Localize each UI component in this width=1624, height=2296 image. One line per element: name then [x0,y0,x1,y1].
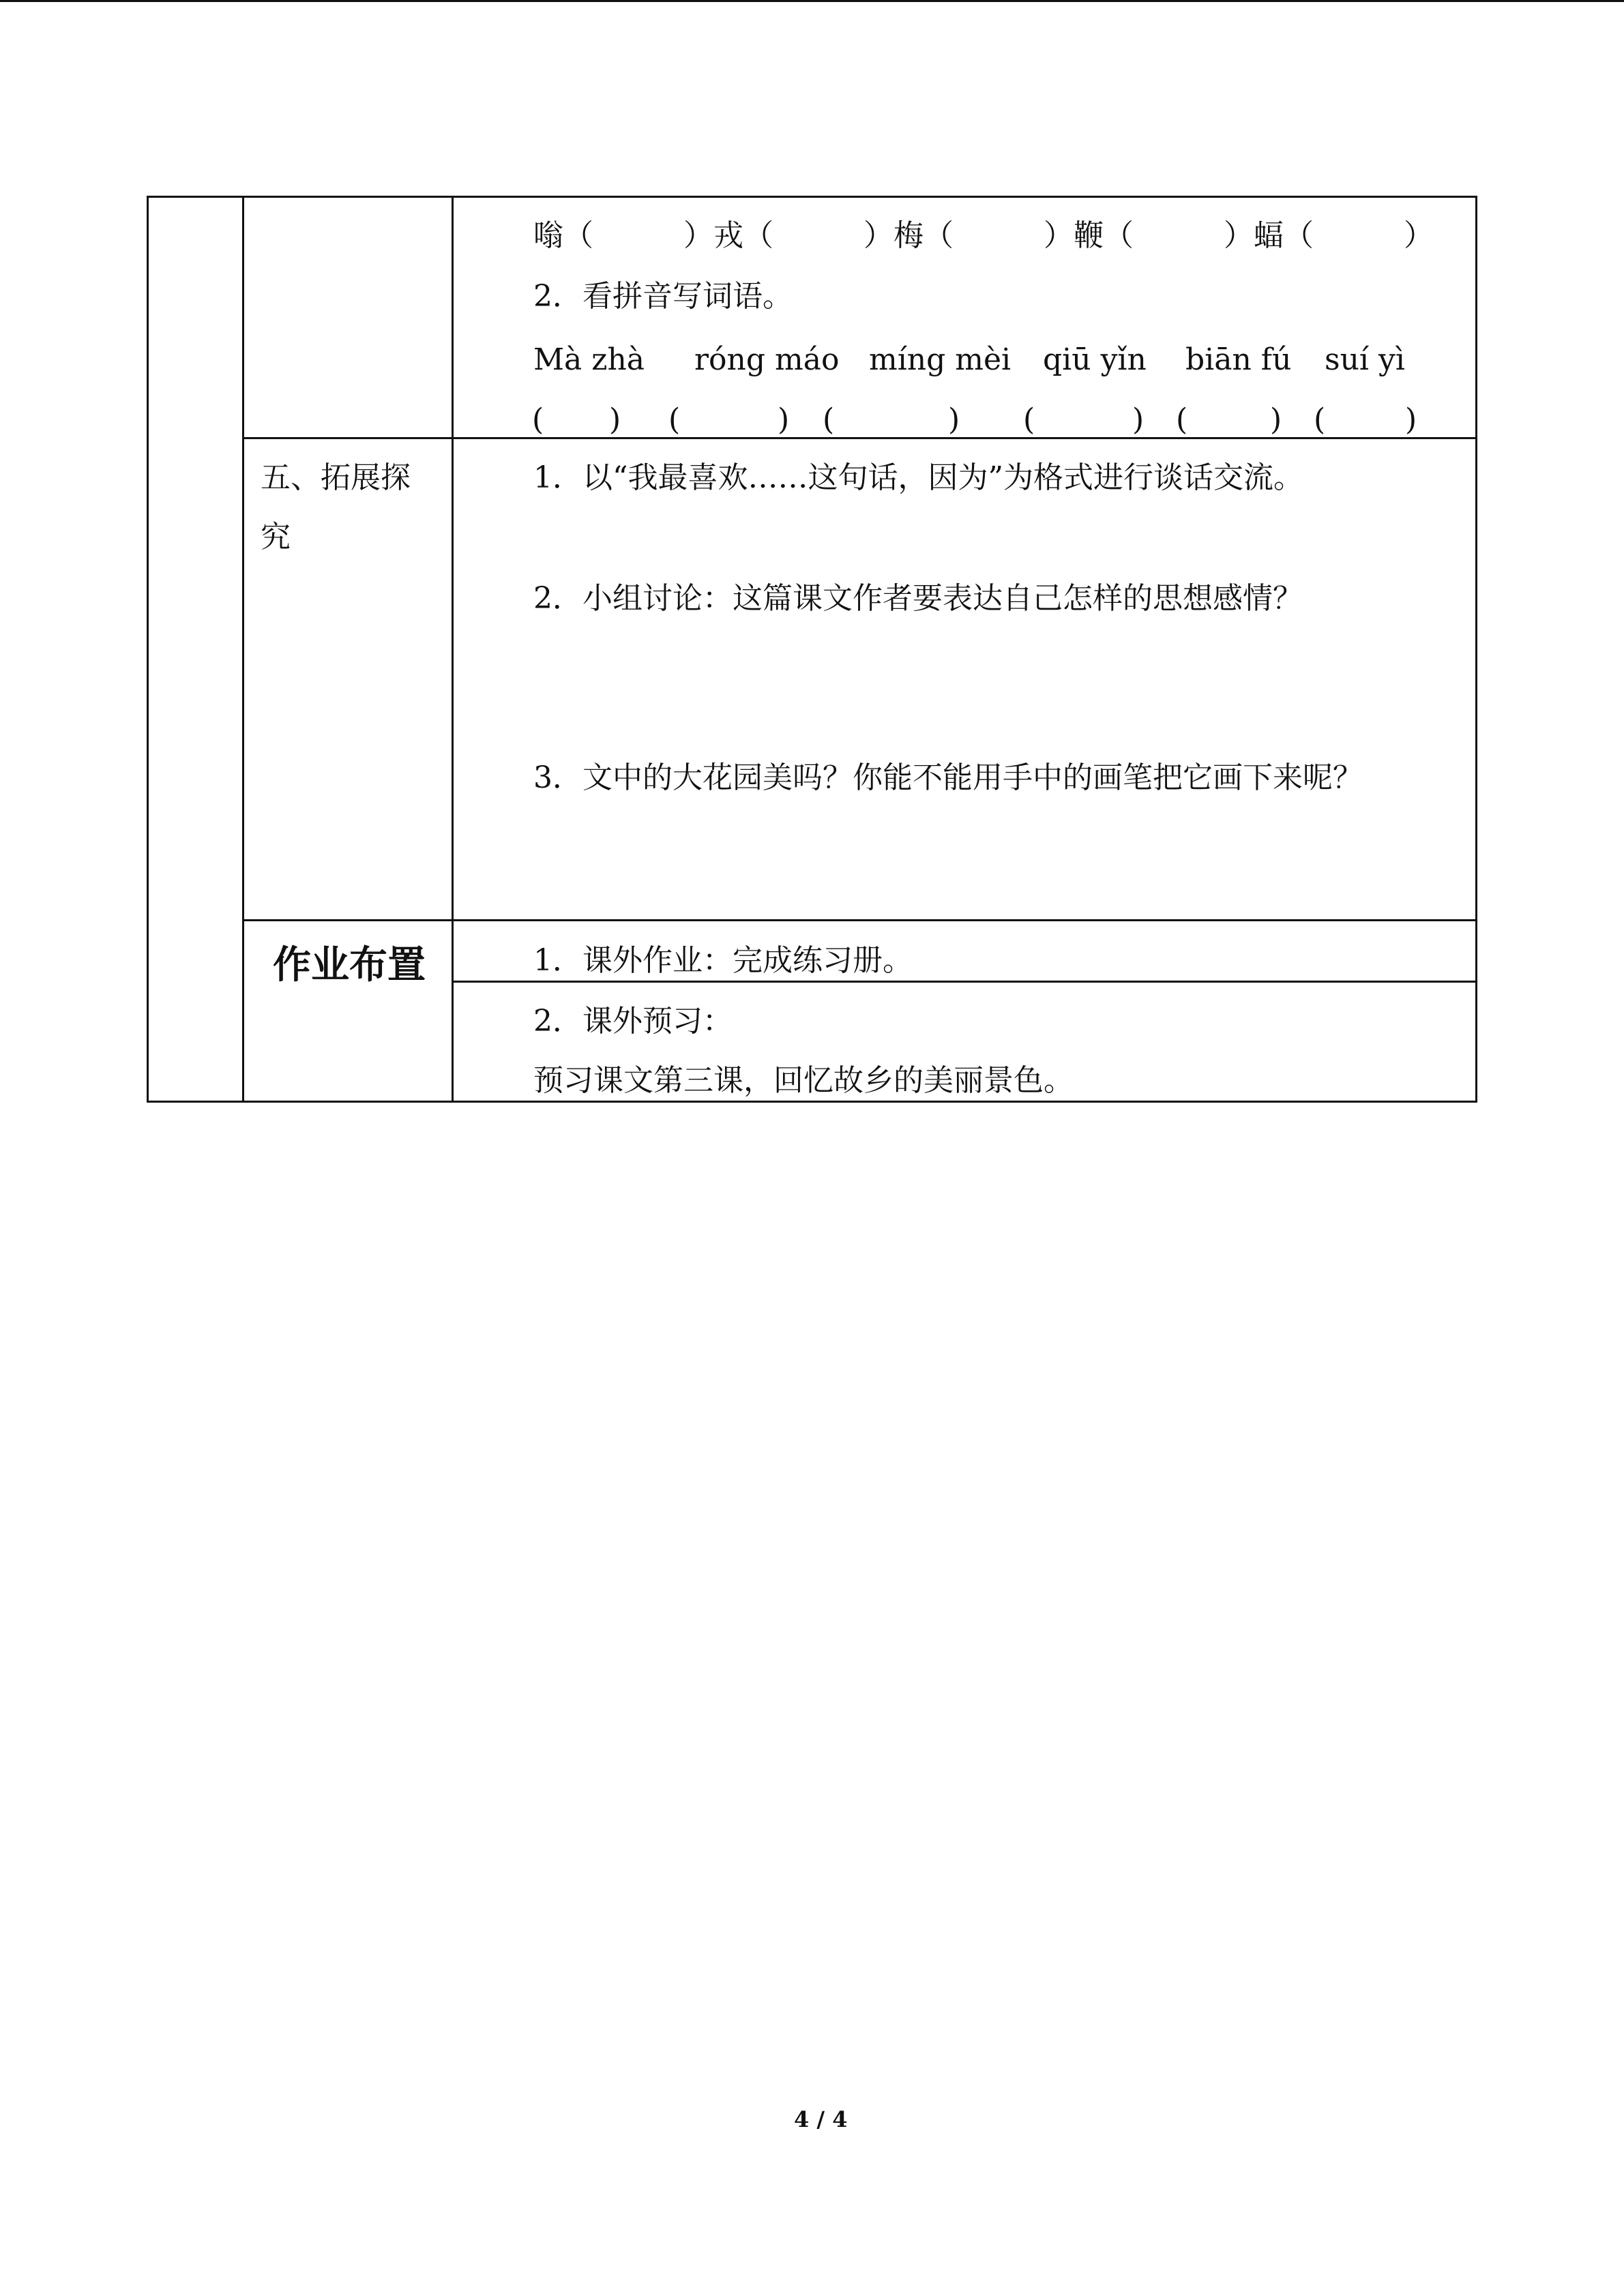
table-col-divider-2 [452,196,454,1103]
table-border-top [147,196,1477,198]
pinyin-word: róng máo [694,342,840,377]
pinyin-word: Mà zhà [533,342,645,377]
blank-paren: ( [668,402,681,437]
row-divider-homework-items [452,981,1477,983]
table-border-bottom [147,1101,1477,1103]
homework-item-1: 1．课外作业：完成练习册。 [533,943,913,978]
pinyin-word: suí yì [1325,342,1405,377]
pinyin-word: míng mèi [869,342,1012,377]
homework-title: 作业布置 [273,943,426,987]
blank-paren: ( [1314,402,1326,437]
page-number: 4 / 4 [794,2106,848,2132]
blank-paren: ) [948,402,960,437]
section-five-item: 2．小组讨论：这篇课文作者要表达自己怎样的思想感情？ [533,581,1303,616]
blank-paren: ) [778,402,790,437]
row-divider-homework [242,919,1477,921]
section-five-item: 3．文中的大花园美吗？你能不能用手中的画笔把它画下来呢？ [533,760,1363,795]
blank-paren: ( [532,402,544,437]
table-col-divider-1 [242,196,244,1103]
item-2-heading: 2．看拼音写词语。 [533,279,793,314]
section-five-title-cont: 究 [261,520,291,554]
blank-paren: ( [1176,402,1188,437]
blank-paren: ) [1132,402,1145,437]
section-five-item: 1．以“我最喜欢……这句话，因为”为格式进行谈话交流。 [533,460,1303,495]
homework-item-2: 2．课外预习： [533,1004,733,1039]
row-divider-section-five [242,437,1477,439]
character-pinyin-line: 嗡（ ）戎（ ）梅（ ）鞭（ ）蝠（ ） [533,218,1434,253]
section-five-title: 五、拓展探 [261,460,411,495]
blank-paren: ) [609,402,621,437]
blank-paren: ( [823,402,835,437]
pinyin-word: biān fú [1185,342,1292,377]
blank-paren: ) [1405,402,1417,437]
blank-paren: ) [1270,402,1282,437]
table-border-left [147,196,149,1103]
pinyin-word: qiū yǐn [1043,342,1147,377]
table-border-right [1475,196,1477,1103]
blank-paren: ( [1023,402,1035,437]
page-top-rule [0,0,1624,2]
homework-item-2-detail: 预习课文第三课，回忆故乡的美丽景色。 [533,1063,1074,1098]
